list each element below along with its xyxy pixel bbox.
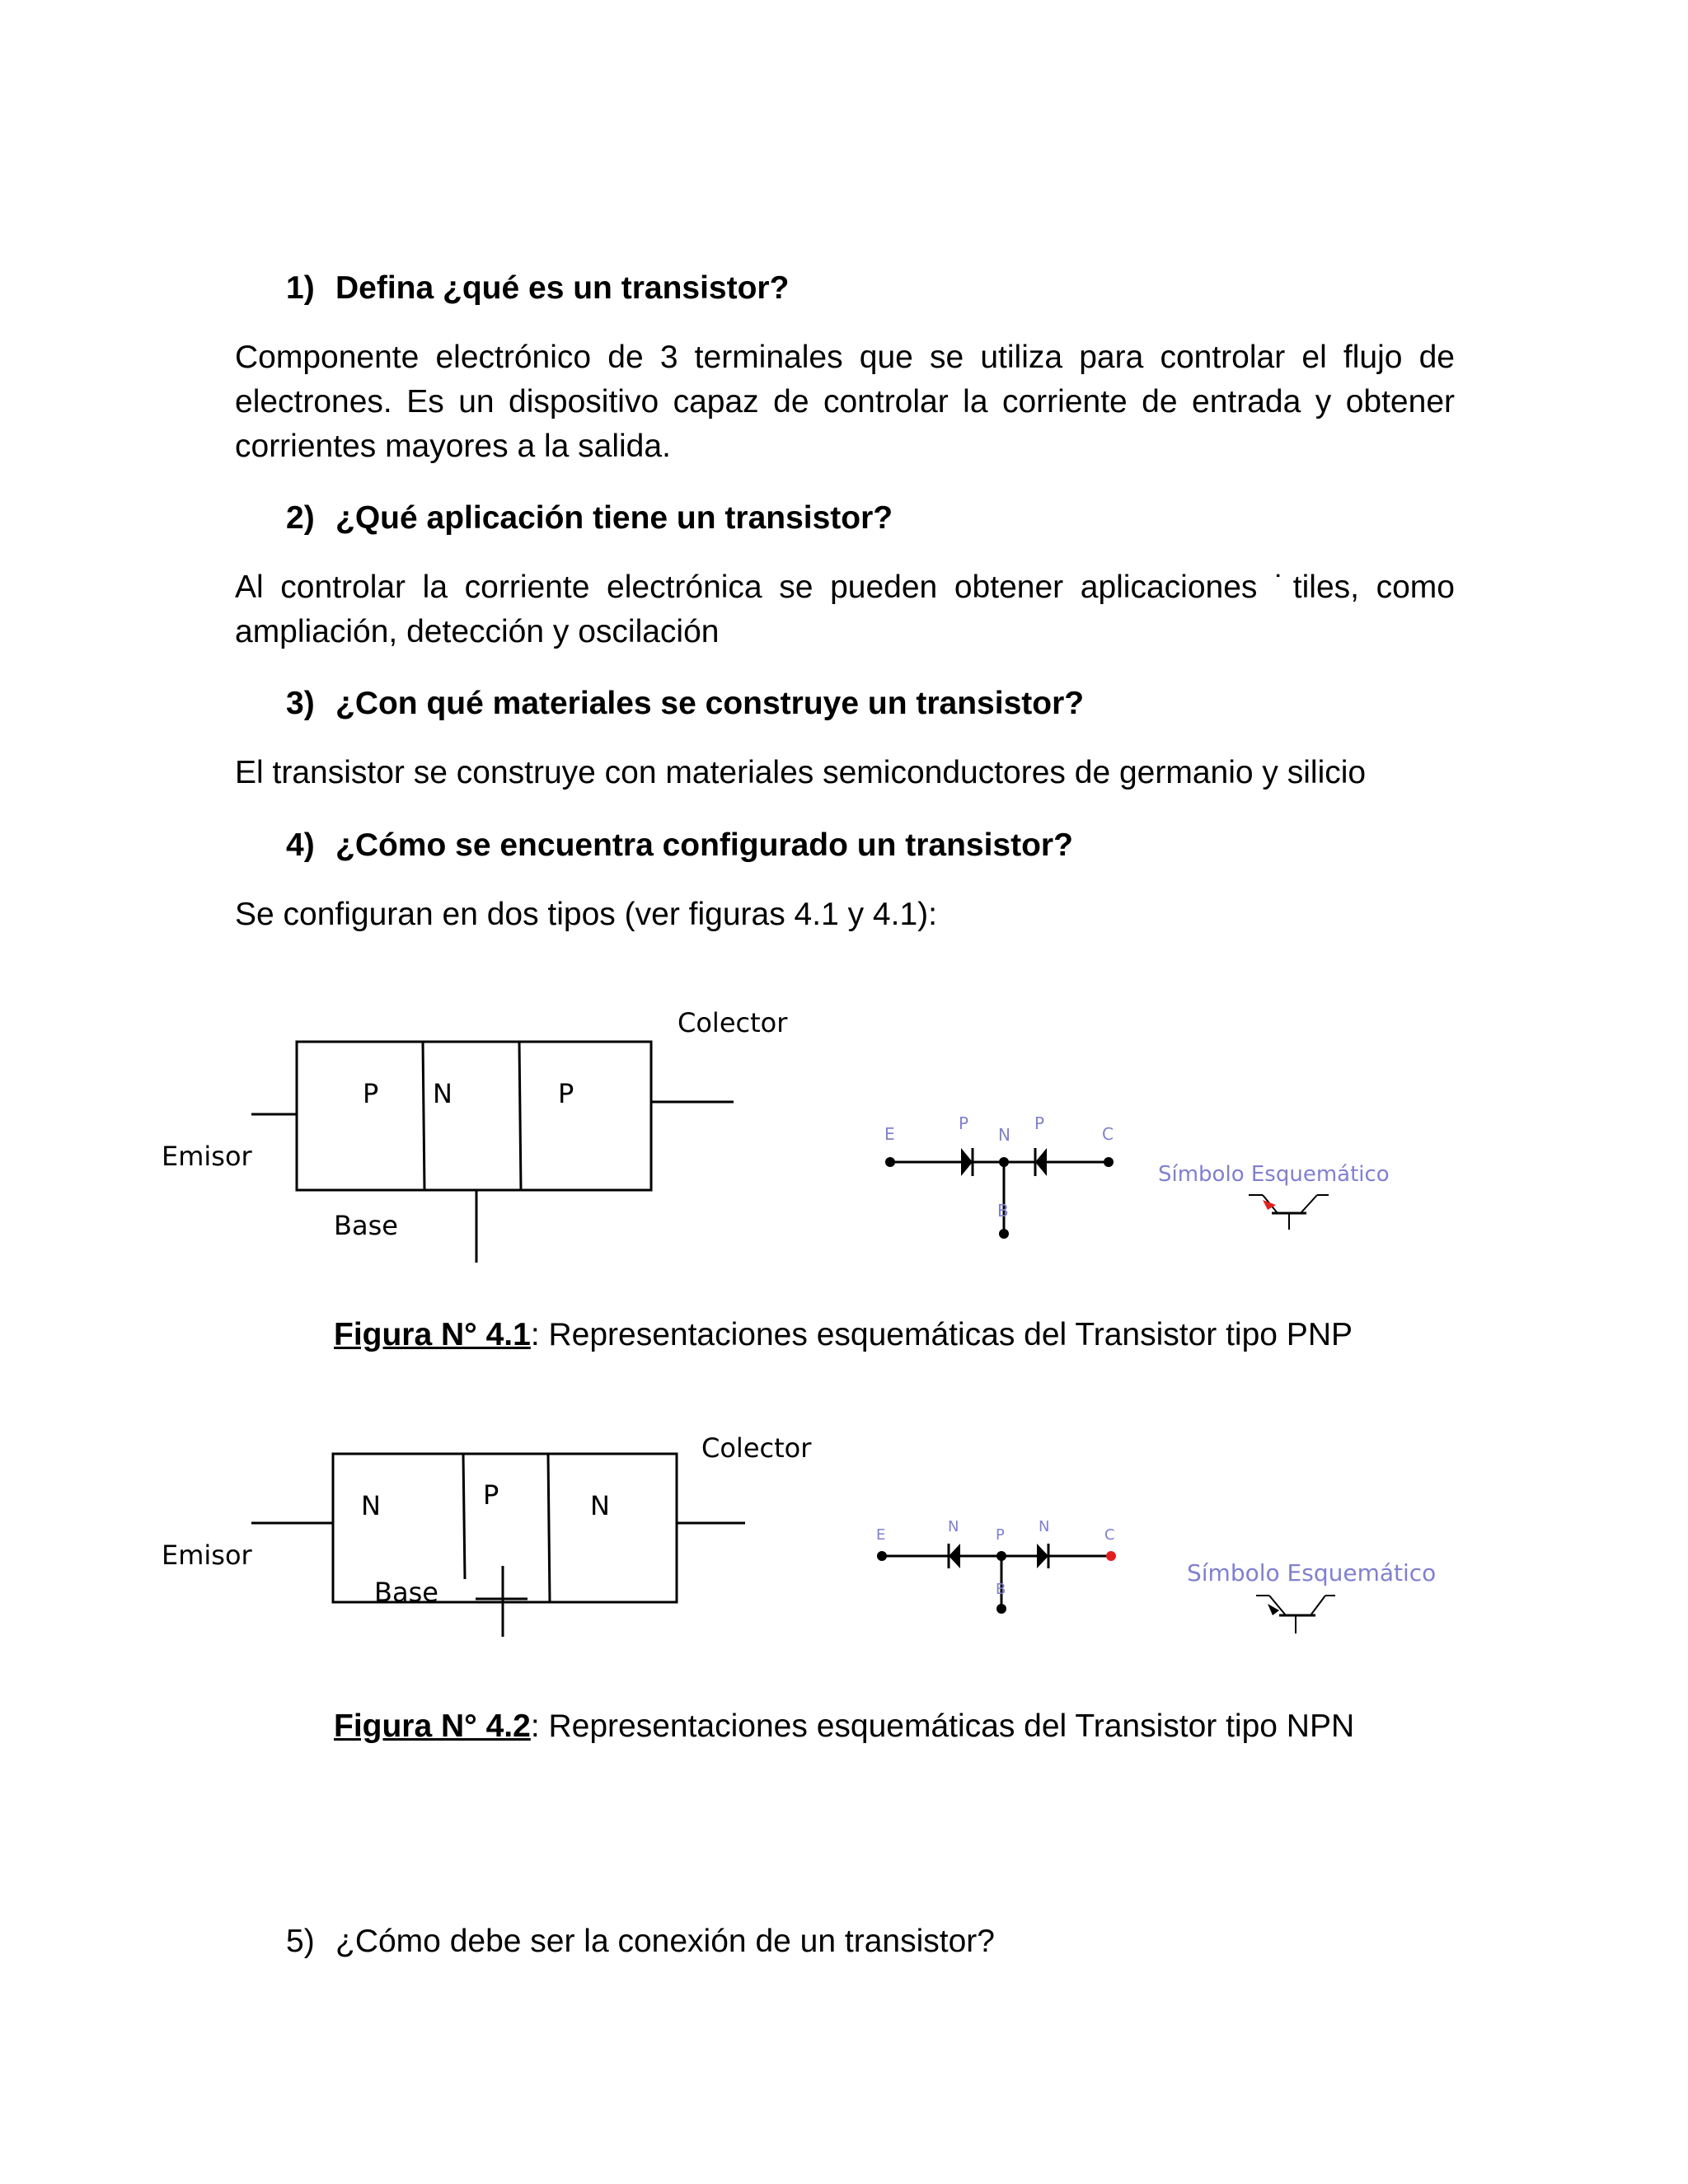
- npn-collector-label: Colector: [701, 1432, 812, 1464]
- answer-4-line-1: Se configuran en dos tipos (ver figuras 4.1 y 4.1):: [235, 897, 937, 932]
- pnp-diode-n: N: [998, 1125, 1010, 1145]
- npn-collector-node: [1106, 1551, 1116, 1561]
- npn-layer-2: P: [483, 1479, 499, 1511]
- pnp-collector-label: Colector: [678, 1007, 788, 1038]
- npn-layer-3: N: [590, 1490, 610, 1521]
- npn-diode-e: E: [876, 1526, 886, 1544]
- question-5: [286, 1925, 995, 1957]
- pnp-diode-e: E: [884, 1124, 895, 1144]
- pnp-layer-2: N: [433, 1078, 452, 1109]
- answer-3: [235, 751, 1455, 795]
- question-2-title: ¿Qué aplicación tiene un transistor?: [335, 500, 893, 536]
- figure-4-2-label: Figura N° 4.2: [334, 1708, 531, 1744]
- pnp-block-outline: [297, 1042, 651, 1190]
- pnp-layer-1: P: [363, 1078, 379, 1109]
- pnp-symbol-label: Símbolo Esquemático: [1158, 1162, 1390, 1187]
- question-3: [286, 687, 1084, 719]
- figure-4-2-text: : Representaciones esquemáticas del Transistor tipo NPN: [530, 1708, 1355, 1744]
- npn-divider-2: [548, 1454, 550, 1602]
- answer-2-line-1: Al controlar la corriente electrónica se pueden obtener aplicaciones ˙tiles, como: [235, 569, 1455, 605]
- pnp-divider-2: [519, 1042, 521, 1190]
- figure-4-1-diagram: [0, 989, 1688, 1286]
- npn-schematic-symbol: [1187, 1559, 1436, 1633]
- answer-2: [235, 565, 1455, 654]
- answer-4: [235, 893, 1455, 937]
- pnp-emitter-label: Emisor: [162, 1141, 252, 1172]
- question-1-number: 1): [286, 270, 315, 306]
- answer-3-line-1: El transistor se construye con materiales semiconductores de germanio y silicio: [235, 755, 1367, 790]
- question-5-number: 5): [286, 1924, 315, 1959]
- pnp-layer-3: P: [558, 1078, 574, 1109]
- pnp-diode-b: B: [997, 1201, 1009, 1221]
- question-4-title: ¿Cómo se encuentra configurado un transistor?: [335, 827, 1073, 863]
- figure-4-1-label: Figura N° 4.1: [334, 1317, 531, 1352]
- npn-emitter-node: [877, 1551, 887, 1561]
- npn-junction-node: [996, 1551, 1006, 1561]
- npn-diode-n2: N: [1039, 1518, 1050, 1535]
- question-5-title: ¿Cómo debe ser la conexión de un transistor?: [335, 1924, 995, 1959]
- npn-diode-b: B: [996, 1581, 1006, 1598]
- npn-emitter-label: Emisor: [162, 1540, 252, 1571]
- npn-layer-1: N: [361, 1490, 381, 1521]
- figure-4-2-caption: [334, 1710, 1354, 1742]
- answer-1-line-2: electrones. Es un dispositivo capaz de controlar la corriente de entrada y obtener: [235, 384, 1455, 419]
- pnp-diode-p1: P: [959, 1113, 969, 1133]
- npn-diode-equivalent: [876, 1518, 1116, 1614]
- figure-4-1-text: : Representaciones esquemáticas del Transistor tipo PNP: [530, 1317, 1353, 1352]
- npn-diode-n1: N: [948, 1518, 959, 1535]
- npn-diode-1: [949, 1544, 960, 1568]
- pnp-emitter-node: [885, 1157, 895, 1167]
- npn-diode-2: [1037, 1544, 1048, 1568]
- pnp-diode-1: [961, 1148, 973, 1176]
- pnp-block-diagram: [251, 1042, 734, 1263]
- npn-diode-c: C: [1104, 1526, 1115, 1544]
- pnp-diode-equivalent: [884, 1113, 1114, 1239]
- question-1: [286, 272, 789, 304]
- pnp-diode-c: C: [1102, 1124, 1114, 1144]
- pnp-base-label: Base: [334, 1210, 398, 1241]
- npn-base-label: Base: [374, 1577, 438, 1608]
- npn-base-node: [996, 1604, 1006, 1614]
- npn-diode-p: P: [996, 1526, 1005, 1544]
- figure-4-2-diagram: [0, 1418, 1688, 1665]
- pnp-base-node: [999, 1229, 1009, 1239]
- answer-1: [235, 335, 1455, 469]
- question-2: [286, 502, 893, 534]
- question-3-number: 3): [286, 686, 315, 721]
- npn-symbol-label: Símbolo Esquemático: [1187, 1559, 1437, 1586]
- npn-divider-1: [463, 1454, 465, 1579]
- pnp-collector-node: [1104, 1157, 1114, 1167]
- question-1-title: Defina ¿qué es un transistor?: [335, 270, 790, 306]
- pnp-divider-1: [423, 1042, 424, 1190]
- answer-2-line-2: ampliación, detección y oscilación: [235, 614, 720, 649]
- figure-4-1-caption: [334, 1319, 1353, 1351]
- pnp-diode-2: [1035, 1148, 1047, 1176]
- question-2-number: 2): [286, 500, 315, 536]
- pnp-schematic-symbol: [1158, 1162, 1390, 1230]
- pnp-junction-node: [999, 1157, 1009, 1167]
- question-4-number: 4): [286, 827, 315, 863]
- answer-1-line-1: Componente electrónico de 3 terminales que se utiliza para controlar el flujo de: [235, 340, 1455, 375]
- question-3-title: ¿Con qué materiales se construye un transistor?: [335, 686, 1085, 721]
- question-4: [286, 829, 1073, 861]
- pnp-diode-p2: P: [1034, 1113, 1045, 1133]
- answer-1-line-3: corrientes mayores a la salida.: [235, 429, 671, 464]
